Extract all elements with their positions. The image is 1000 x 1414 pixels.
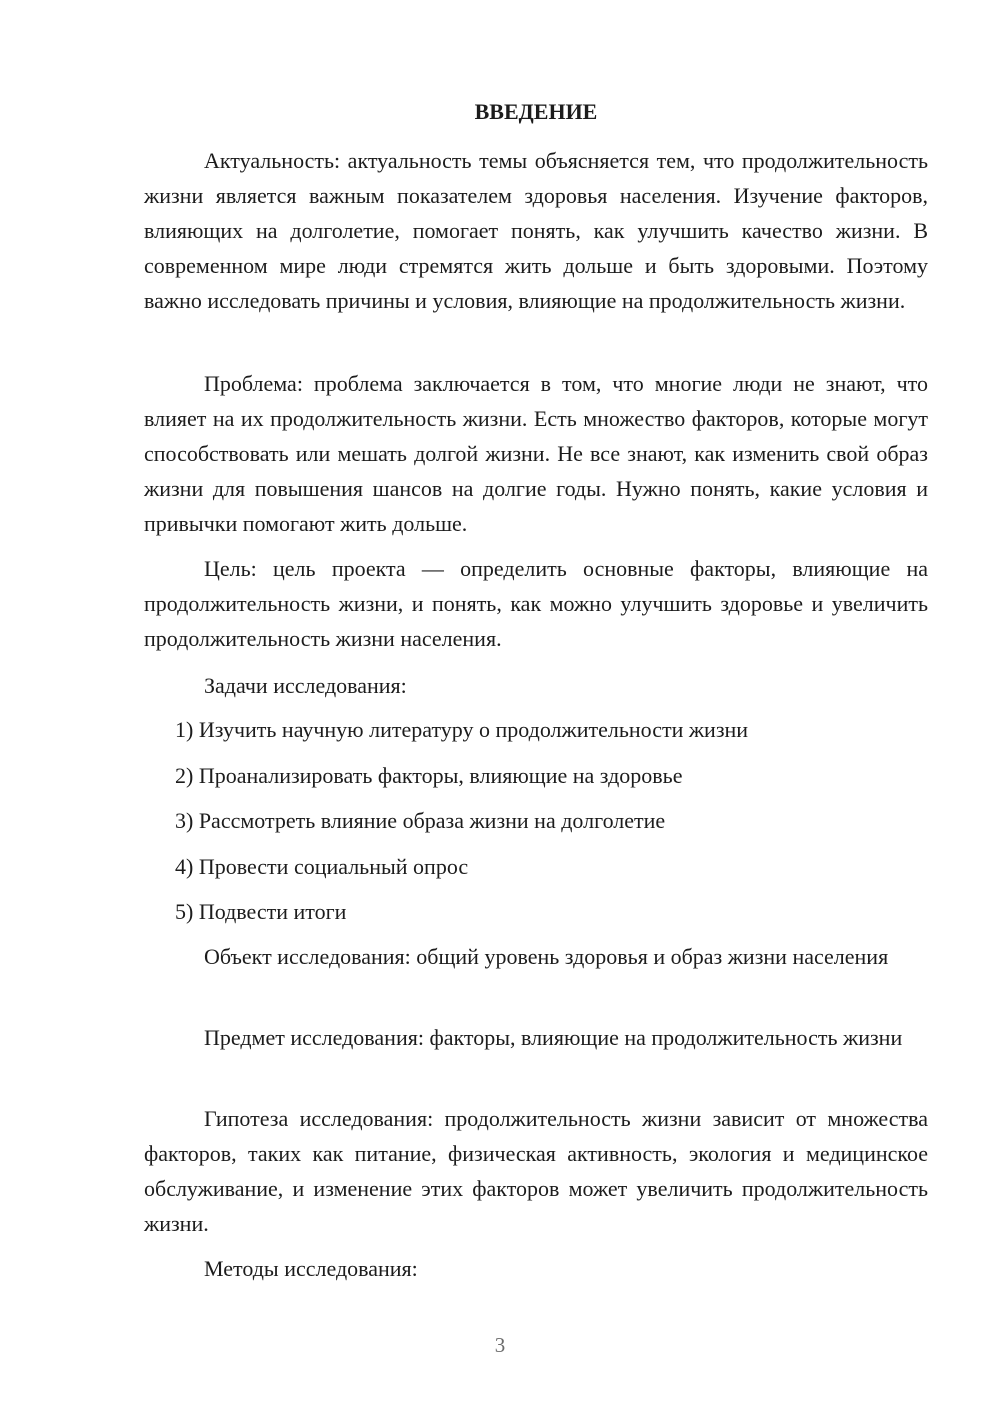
hypothesis-paragraph: Гипотеза исследования: продолжительность жизни зависит от множества факторов, таких как питание, физическая активность, экология и медицинское обслуживание, и изменение этих факторов может увеличить продолжительность жизни.: [144, 1106, 928, 1236]
methods-section: [144, 1251, 928, 1286]
task-item-1: 1) Изучить научную литературу о продолжительности жизни: [175, 717, 749, 742]
object-section: [144, 939, 928, 974]
task-item-4: 4) Провести социальный опрос: [175, 854, 469, 879]
page-number: 3: [494, 1333, 506, 1357]
subject-paragraph: Предмет исследования: факторы, влияющие на продолжительность жизни: [204, 1025, 903, 1050]
tasks-heading-section: [144, 668, 928, 703]
problem-paragraph: Проблема: проблема заключается в том, что многие люди не знают, что влияет на их продолжительность жизни. Есть множество факторов, которые могут способствовать или мешать долгой жизни. Не все знают, как изменить свой образ жизни для повышения шансов на долгие годы. Нужно понять, какие условия и привычки помогают жить дольше.: [144, 371, 928, 536]
relevance-paragraph: Актуальность: актуальность темы объясняется тем, что продолжительность жизни является важным показателем здоровья населения. Изучение факторов, влияющих на долголетие, помогает понять, как улучшить качество жизни. В современном мире люди стремятся жить дольше и быть здоровыми. Поэтому важно исследовать причины и условия, влияющие на продолжительность жизни.: [144, 148, 928, 313]
page-title: ВВЕДЕНИЕ: [474, 99, 598, 124]
goal-section: [144, 551, 928, 656]
methods-heading: Методы исследования:: [204, 1256, 418, 1281]
tasks-heading: Задачи исследования:: [204, 673, 407, 698]
relevance-section: [144, 143, 928, 318]
hypothesis-section: [144, 1101, 928, 1241]
goal-paragraph: Цель: цель проекта — определить основные факторы, влияющие на продолжительность жизни, и понять, как можно улучшить здоровье и увеличить продолжительность жизни населения.: [144, 556, 928, 651]
subject-section: [144, 1020, 928, 1055]
object-paragraph: Объект исследования: общий уровень здоровья и образ жизни населения: [204, 944, 889, 969]
task-item-5: 5) Подвести итоги: [175, 899, 347, 924]
task-item-2: 2) Проанализировать факторы, влияющие на здоровье: [175, 763, 683, 788]
task-item-3: 3) Рассмотреть влияние образа жизни на долголетие: [175, 808, 666, 833]
problem-section: [144, 366, 928, 541]
